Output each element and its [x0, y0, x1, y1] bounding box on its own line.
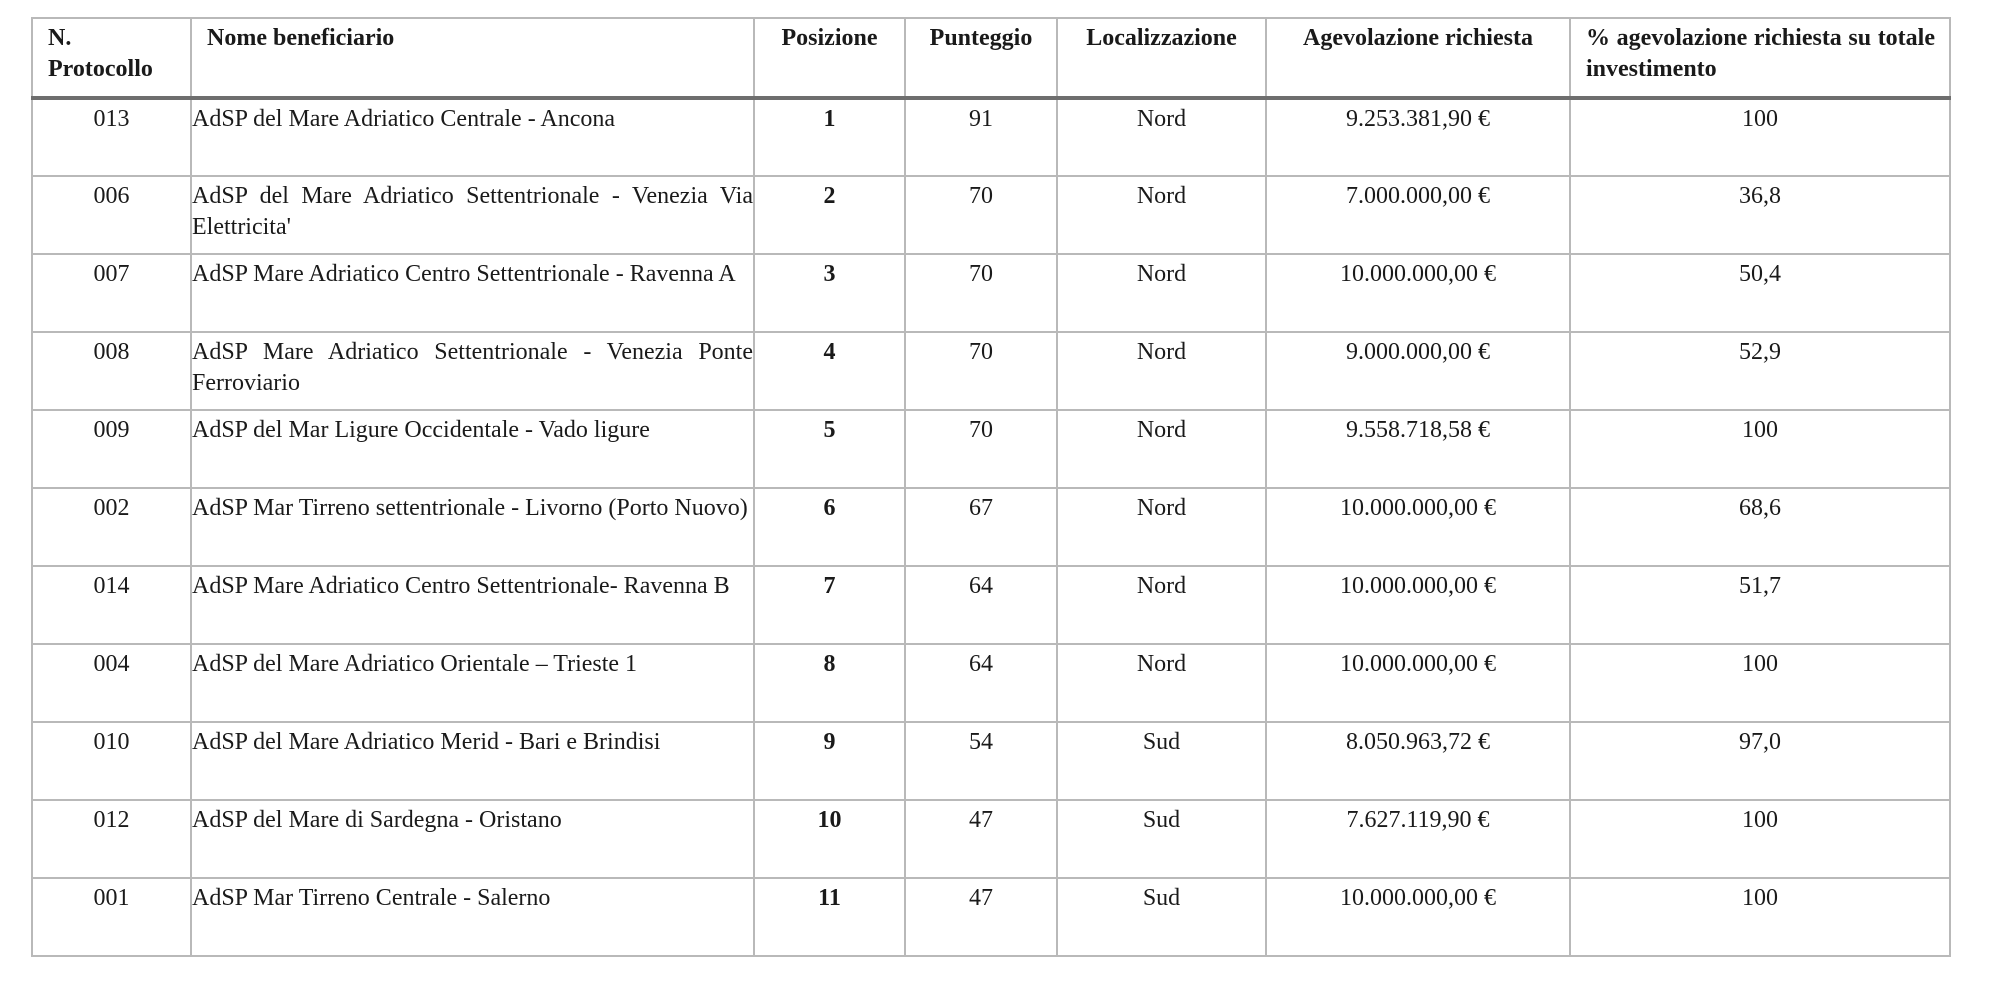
table-row	[32, 488, 1950, 566]
location-cell: Nord	[1057, 488, 1266, 566]
location-cell: Nord	[1057, 644, 1266, 722]
score-cell: 67	[905, 488, 1057, 566]
location-cell: Nord	[1057, 332, 1266, 410]
position-cell: 2	[754, 176, 905, 254]
protocol-cell: 013	[32, 98, 191, 176]
table-row	[32, 566, 1950, 644]
ranking-table	[31, 17, 1951, 957]
protocol-cell: 006	[32, 176, 191, 254]
table-row	[32, 98, 1950, 176]
beneficiary-cell: AdSP Mare Adriatico Centro Settentrionale - Ravenna A	[191, 254, 754, 332]
position-cell: 4	[754, 332, 905, 410]
location-cell: Sud	[1057, 722, 1266, 800]
table-body	[32, 98, 1950, 956]
beneficiary-cell: AdSP del Mare Adriatico Orientale – Trieste 1	[191, 644, 754, 722]
amount-cell: 10.000.000,00 €	[1266, 566, 1570, 644]
header-position: Posizione	[754, 18, 905, 98]
table-row	[32, 878, 1950, 956]
amount-cell: 10.000.000,00 €	[1266, 488, 1570, 566]
protocol-cell: 008	[32, 332, 191, 410]
header-percent: % agevolazione richiesta su totale investimento	[1570, 18, 1950, 98]
protocol-cell: 007	[32, 254, 191, 332]
location-cell: Nord	[1057, 254, 1266, 332]
percent-cell: 52,9	[1570, 332, 1950, 410]
score-cell: 70	[905, 176, 1057, 254]
position-cell: 9	[754, 722, 905, 800]
amount-cell: 10.000.000,00 €	[1266, 878, 1570, 956]
protocol-cell: 010	[32, 722, 191, 800]
table-row	[32, 644, 1950, 722]
table-row	[32, 176, 1950, 254]
table-row	[32, 410, 1950, 488]
score-cell: 70	[905, 410, 1057, 488]
percent-cell: 50,4	[1570, 254, 1950, 332]
beneficiary-cell: AdSP Mar Tirreno settentrionale - Livorno (Porto Nuovo)	[191, 488, 754, 566]
percent-cell: 100	[1570, 878, 1950, 956]
amount-cell: 8.050.963,72 €	[1266, 722, 1570, 800]
amount-cell: 10.000.000,00 €	[1266, 644, 1570, 722]
beneficiary-cell: AdSP del Mar Ligure Occidentale - Vado ligure	[191, 410, 754, 488]
protocol-cell: 001	[32, 878, 191, 956]
header-protocol: N. Protocollo	[32, 18, 191, 98]
beneficiary-cell: AdSP del Mare Adriatico Centrale - Ancona	[191, 98, 754, 176]
header-score: Punteggio	[905, 18, 1057, 98]
amount-cell: 9.253.381,90 €	[1266, 98, 1570, 176]
protocol-cell: 014	[32, 566, 191, 644]
amount-cell: 7.000.000,00 €	[1266, 176, 1570, 254]
amount-cell: 10.000.000,00 €	[1266, 254, 1570, 332]
score-cell: 70	[905, 332, 1057, 410]
amount-cell: 9.000.000,00 €	[1266, 332, 1570, 410]
beneficiary-cell: AdSP del Mare Adriatico Merid - Bari e Brindisi	[191, 722, 754, 800]
score-cell: 64	[905, 644, 1057, 722]
position-cell: 8	[754, 644, 905, 722]
beneficiary-cell: AdSP Mare Adriatico Settentrionale - Venezia Ponte Ferroviario	[191, 332, 754, 410]
protocol-cell: 002	[32, 488, 191, 566]
header-row	[32, 18, 1950, 98]
header-location: Localizzazione	[1057, 18, 1266, 98]
location-cell: Nord	[1057, 98, 1266, 176]
location-cell: Nord	[1057, 566, 1266, 644]
protocol-cell: 009	[32, 410, 191, 488]
location-cell: Nord	[1057, 176, 1266, 254]
percent-cell: 97,0	[1570, 722, 1950, 800]
score-cell: 47	[905, 800, 1057, 878]
amount-cell: 9.558.718,58 €	[1266, 410, 1570, 488]
position-cell: 11	[754, 878, 905, 956]
protocol-cell: 004	[32, 644, 191, 722]
table-row	[32, 332, 1950, 410]
position-cell: 5	[754, 410, 905, 488]
table-row	[32, 800, 1950, 878]
beneficiary-cell: AdSP Mar Tirreno Centrale - Salerno	[191, 878, 754, 956]
protocol-cell: 012	[32, 800, 191, 878]
beneficiary-cell: AdSP Mare Adriatico Centro Settentrionale- Ravenna B	[191, 566, 754, 644]
position-cell: 3	[754, 254, 905, 332]
position-cell: 1	[754, 98, 905, 176]
score-cell: 64	[905, 566, 1057, 644]
percent-cell: 36,8	[1570, 176, 1950, 254]
percent-cell: 51,7	[1570, 566, 1950, 644]
score-cell: 47	[905, 878, 1057, 956]
beneficiary-cell: AdSP del Mare di Sardegna - Oristano	[191, 800, 754, 878]
table-row	[32, 722, 1950, 800]
percent-cell: 100	[1570, 98, 1950, 176]
percent-cell: 100	[1570, 800, 1950, 878]
amount-cell: 7.627.119,90 €	[1266, 800, 1570, 878]
score-cell: 70	[905, 254, 1057, 332]
position-cell: 10	[754, 800, 905, 878]
table-header	[32, 18, 1950, 98]
percent-cell: 100	[1570, 410, 1950, 488]
position-cell: 7	[754, 566, 905, 644]
beneficiary-cell: AdSP del Mare Adriatico Settentrionale - Venezia Via Elettricita'	[191, 176, 754, 254]
location-cell: Nord	[1057, 410, 1266, 488]
score-cell: 54	[905, 722, 1057, 800]
percent-cell: 68,6	[1570, 488, 1950, 566]
score-cell: 91	[905, 98, 1057, 176]
table-row	[32, 254, 1950, 332]
location-cell: Sud	[1057, 800, 1266, 878]
location-cell: Sud	[1057, 878, 1266, 956]
position-cell: 6	[754, 488, 905, 566]
percent-cell: 100	[1570, 644, 1950, 722]
header-amount: Agevolazione richiesta	[1266, 18, 1570, 98]
header-beneficiary: Nome beneficiario	[191, 18, 754, 98]
